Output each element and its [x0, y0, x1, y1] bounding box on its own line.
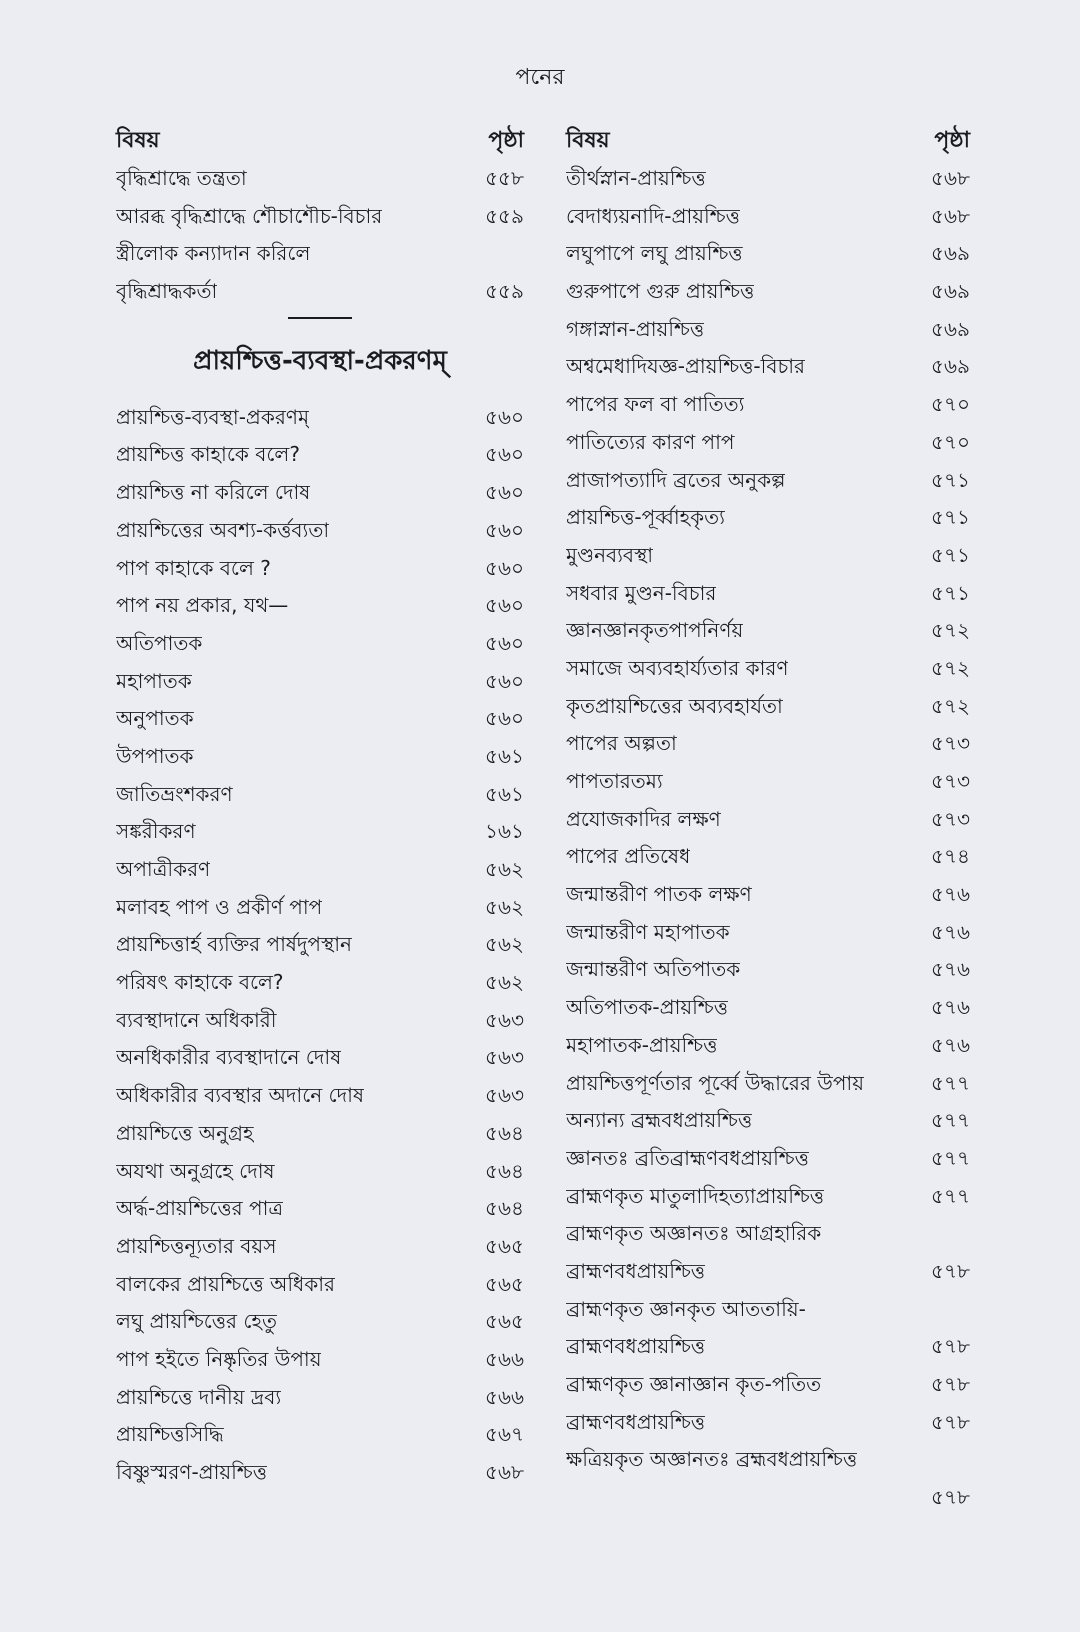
entry-topic: ব্রাহ্মণকৃত জ্ঞানাজ্ঞান কৃত-পতিত: [566, 1372, 822, 1396]
entry-page: ৫৬৯: [931, 241, 970, 266]
entry-page: ৫৬৪: [485, 1196, 524, 1221]
entry-page: ৫৬০: [485, 517, 524, 542]
entry-topic: পাপ কাহাকে বলে ?: [116, 555, 271, 580]
toc-entry: [566, 386, 970, 424]
entry-topic: গুরুপাপে গুরু প্রায়শ্চিত্ত: [566, 279, 755, 304]
entry-topic: ব্রাহ্মণকৃত জ্ঞানকৃত আততায়ি-: [566, 1296, 806, 1321]
toc-entry: [566, 311, 970, 349]
toc-entry: [566, 989, 970, 1027]
entry-topic: বৃদ্ধিশ্রাদ্ধে তন্ত্রতা: [116, 166, 247, 190]
toc-entry: [566, 1404, 970, 1442]
entry-topic: ব্রাহ্মণবধপ্রায়শ্চিত্ত: [566, 1334, 706, 1359]
entry-topic: ব্যবস্থাদানে অধিকারী: [116, 1007, 277, 1032]
entry-page: ৫৭৭: [931, 1108, 970, 1133]
toc-entry: [116, 399, 524, 437]
entry-page: ৫৭৩: [931, 731, 970, 756]
toc-entry: [116, 436, 524, 474]
toc-entry: [566, 235, 970, 273]
entry-topic: প্রায়শ্চিত্ত কাহাকে বলে?: [116, 442, 300, 467]
entry-topic: অনধিকারীর ব্যবস্থাদানে দোষ: [116, 1045, 342, 1070]
toc-entry: [116, 273, 524, 311]
entry-topic: স্ত্রীলোক কন্যাদান করিলে: [116, 241, 311, 266]
toc-entry: [566, 1102, 970, 1140]
entry-page: ৫৫৯: [485, 203, 524, 228]
entry-page: ৫৭৭: [931, 1145, 970, 1170]
topic-header: বিষয়: [566, 128, 610, 153]
entry-page: ৫৬১: [485, 743, 524, 768]
toc-entry: [566, 1027, 970, 1065]
entry-page: ৫৭৭: [931, 1070, 970, 1095]
toc-entry: [566, 612, 970, 650]
toc-entry: [116, 1190, 524, 1228]
entry-page: ৫৭২: [931, 618, 970, 643]
toc-entry: [566, 348, 970, 386]
toc-entry: [116, 512, 524, 550]
entry-page: ৫৭৮: [931, 1334, 970, 1359]
entry-topic: জন্মান্তরীণ মহাপাতক: [566, 919, 730, 944]
left-top-entries: [116, 160, 524, 311]
entry-page: ৫৭২: [931, 693, 970, 718]
entry-page: ৫৬৯: [931, 316, 970, 341]
entry-page: ৫৬০: [485, 593, 524, 618]
entry-topic: অশ্বমেধাদিযজ্ঞ-প্রায়শ্চিত্ত-বিচার: [566, 354, 806, 379]
toc-entry: [116, 1077, 524, 1115]
left-column-header: [116, 118, 524, 160]
entry-page: ৫৭৩: [931, 769, 970, 793]
right-entries: [566, 160, 970, 1517]
entry-topic: অতিপাতক: [116, 630, 203, 655]
entry-topic: তীর্থস্নান-প্রায়শ্চিত্ত: [566, 166, 706, 190]
entry-topic: ব্রাহ্মণবধপ্রায়শ্চিত্ত: [566, 1409, 706, 1434]
toc-entry: [116, 587, 524, 625]
toc-entry: [116, 776, 524, 814]
right-column: [566, 118, 970, 1517]
toc-entry: [116, 1228, 524, 1266]
toc-entry: [116, 1303, 524, 1341]
entry-topic: প্রায়শ্চিত্তসিদ্ধি: [116, 1422, 224, 1447]
entry-page: ৫৭৮: [931, 1258, 970, 1283]
entry-topic: প্রায়শ্চিত্তপূর্ণতার পূর্ব্বে উদ্ধারের উপায়: [566, 1070, 865, 1095]
entry-topic: অযথা অনুগ্রহে দোষ: [116, 1158, 275, 1183]
entry-topic: পাপতারতম্য: [566, 769, 663, 793]
toc-entry: [566, 876, 970, 914]
entry-topic: উপপাতক: [116, 743, 194, 768]
toc-entry: [566, 763, 970, 801]
toc-entry: [566, 1065, 970, 1103]
entry-page: ৫৬৮: [931, 203, 970, 228]
entry-page: ৫৬০: [485, 555, 524, 580]
toc-entry: [116, 700, 524, 738]
entry-page: ৫৬৭: [485, 1422, 524, 1447]
entry-topic: মহাপাতক: [116, 668, 192, 693]
entry-topic: লঘুপাপে লঘু প্রায়শ্চিত্ত: [566, 241, 743, 266]
toc-entry: [566, 1253, 970, 1291]
entry-page: ৫৬০: [485, 442, 524, 467]
entry-page: ৫৭৩: [931, 806, 970, 831]
entry-topic: প্রায়শ্চিত্তে দানীয় দ্রব্য: [116, 1384, 282, 1409]
entry-page: ৫৬০: [485, 706, 524, 731]
toc-entry: [566, 951, 970, 989]
toc-entry: [116, 1416, 524, 1454]
entry-topic: অতিপাতক-প্রায়শ্চিত্ত: [566, 995, 729, 1020]
entry-topic: প্রায়শ্চিত্তার্হ ব্যক্তির পার্ষদুপস্থান: [116, 932, 352, 957]
entry-page: ৫৬০: [485, 404, 524, 429]
toc-entry: [566, 424, 970, 462]
entry-page: ৫৬৯: [931, 354, 970, 379]
entry-topic: প্রায়শ্চিত্ত-পূর্ব্বাহকৃত্য: [566, 505, 725, 530]
toc-entry: [116, 926, 524, 964]
entry-topic: প্রায়শ্চিত্তে অনুগ্রহ: [116, 1120, 254, 1145]
toc-entry: [116, 198, 524, 236]
toc-entry: [566, 537, 970, 575]
entry-page: ৫৭৮: [931, 1485, 970, 1510]
toc-entry: [116, 1454, 524, 1492]
entry-page: ৫৬০: [485, 630, 524, 655]
entry-page: ৫৬১: [485, 781, 524, 806]
entry-topic: ব্রাহ্মণকৃত মাতুলাদিহত্যাপ্রায়শ্চিত্ত: [566, 1183, 825, 1208]
entry-page: ৫৬৬: [485, 1346, 524, 1371]
entry-topic: কৃতপ্রায়শ্চিত্তের অব্যবহার্যতা: [566, 693, 783, 718]
toc-entry: [116, 813, 524, 851]
entry-topic: প্রাজাপত্যাদি ব্রতের অনুকল্প: [566, 467, 786, 492]
toc-entry: [566, 499, 970, 537]
entry-page: ৫৭০: [931, 429, 970, 454]
entry-page: ৫৭২: [931, 655, 970, 680]
toc-entry: [116, 1341, 524, 1379]
entry-topic: সঙ্করীকরণ: [116, 819, 196, 844]
entry-topic: লঘু প্রায়শ্চিত্তের হেতু: [116, 1309, 278, 1334]
entry-topic: বেদাধ্যয়নাদি-প্রায়শ্চিত্ত: [566, 203, 740, 228]
entry-page: ৫৬৬: [485, 1384, 524, 1409]
toc-entry: [116, 1039, 524, 1077]
entry-topic: পাপের প্রতিষেধ: [566, 844, 691, 869]
entry-topic: সধবার মুণ্ডন-বিচার: [566, 580, 717, 605]
toc-entry: [116, 474, 524, 512]
toc-entry: [566, 198, 970, 236]
toc-entry: [116, 889, 524, 927]
entry-page: ৫৬৮: [931, 166, 970, 190]
entry-page: ৫৭০: [931, 392, 970, 417]
entry-topic: মহাপাতক-প্রায়শ্চিত্ত: [566, 1032, 718, 1057]
entry-topic: জ্ঞানতঃ ব্রতিব্রাহ্মণবধপ্রায়শ্চিত্ত: [566, 1145, 809, 1170]
entry-page: ৫৬৮: [485, 1460, 524, 1484]
entry-page: ৫৬৫: [485, 1233, 524, 1258]
toc-entry: [566, 1366, 970, 1404]
entry-page: ৫৬০: [485, 480, 524, 505]
entry-page: ৫৭১: [931, 542, 970, 567]
entry-topic: প্রায়শ্চিত্তের অবশ্য-কর্ত্তব্যতা: [116, 517, 330, 542]
entry-page: ৫৬৩: [485, 1007, 524, 1032]
entry-topic: অধিকারীর ব্যবস্থার অদানে দোষ: [116, 1083, 364, 1108]
entry-page: ৫৭৬: [931, 957, 970, 982]
entry-topic: গঙ্গাস্নান-প্রায়শ্চিত্ত: [566, 316, 705, 341]
toc-entry: [116, 1379, 524, 1417]
entry-topic: অনুপাতক: [116, 706, 194, 731]
toc-entry: [116, 160, 524, 198]
toc-entry: [566, 1215, 970, 1253]
toc-entry: [566, 1178, 970, 1216]
right-column-header: [566, 118, 970, 160]
entry-page: ৫৬৫: [485, 1309, 524, 1334]
toc-entry: [566, 1291, 970, 1329]
entry-page: ৫৬৪: [485, 1120, 524, 1145]
entry-topic: পাপের ফল বা পাতিত্য: [566, 392, 745, 417]
toc-entry: [116, 235, 524, 273]
entry-page: ৫৭৭: [931, 1183, 970, 1208]
entry-topic: সমাজে অব্যবহার্য্যতার কারণ: [566, 655, 789, 680]
toc-entry: [566, 801, 970, 839]
entry-page: ৫৬৯: [931, 279, 970, 304]
toc-entry: [566, 160, 970, 198]
page-number: পনের: [515, 65, 565, 90]
left-section-entries: [116, 399, 524, 1492]
section-heading: প্রায়শ্চিত্ত-ব্যবস্থা-প্রকরণম্: [193, 345, 447, 376]
toc-entry: [116, 663, 524, 701]
toc-entry: [566, 838, 970, 876]
entry-topic: বালকের প্রায়শ্চিত্তে অধিকার: [116, 1271, 336, 1296]
entry-topic: পরিষৎ কাহাকে বলে?: [116, 970, 284, 995]
entry-page: ৫৫৮: [485, 166, 524, 190]
toc-entry: [566, 650, 970, 688]
entry-topic: ব্রাহ্মণবধপ্রায়শ্চিত্ত: [566, 1258, 706, 1283]
entry-page: ৫৬৩: [485, 1045, 524, 1070]
entry-topic: ক্ষত্রিয়কৃত অজ্ঞানতঃ ব্রহ্মবধপ্রায়শ্চিত্ত: [566, 1447, 858, 1472]
entry-topic: প্রযোজকাদির লক্ষণ: [566, 806, 721, 831]
entry-topic: বৃদ্ধিশ্রাদ্ধকর্তা: [116, 279, 218, 304]
entry-page: ৫৭৬: [931, 1032, 970, 1057]
entry-topic: প্রায়শ্চিত্ত না করিলে দোষ: [116, 480, 311, 505]
entry-topic: বিষ্ণুস্মরণ-প্রায়শ্চিত্ত: [116, 1460, 268, 1484]
entry-topic: অর্দ্ধ-প্রায়শ্চিত্তের পাত্র: [116, 1196, 284, 1221]
entry-page: ৫৬৩: [485, 1083, 524, 1108]
entry-page: ৫৬২: [485, 857, 524, 881]
toc-entry: [116, 1002, 524, 1040]
entry-topic: মুণ্ডনব্যবস্থা: [566, 542, 654, 567]
toc-entry: [566, 1479, 970, 1517]
entry-page: ৫৭৬: [931, 882, 970, 907]
toc-entry: [566, 1328, 970, 1366]
page-header: পৃষ্ঠা: [488, 128, 524, 153]
entry-topic: পাপের অল্পতা: [566, 731, 677, 756]
entry-page: ৫৬২: [485, 894, 524, 919]
entry-page: ৫৬০: [485, 668, 524, 693]
entry-page: ৫৭৮: [931, 1409, 970, 1434]
entry-topic: পাপ নয় প্রকার, যথ—: [116, 593, 289, 618]
entry-topic: ব্রাহ্মণকৃত অজ্ঞানতঃ আগ্রহারিক: [566, 1221, 822, 1246]
toc-entry: [116, 851, 524, 889]
entry-topic: মলাবহ পাপ ও প্রকীর্ণ পাপ: [116, 894, 323, 919]
entry-topic: পাপ হইতে নিষ্কৃতির উপায়: [116, 1346, 322, 1371]
toc-entry: [566, 273, 970, 311]
entry-page: ৫৬২: [485, 932, 524, 957]
entry-page: ৫৫৯: [485, 279, 524, 304]
toc-entry: [566, 688, 970, 726]
entry-topic: অপাত্রীকরণ: [116, 857, 211, 881]
entry-topic: জাতিভ্রংশকরণ: [116, 781, 233, 806]
entry-topic: জন্মান্তরীণ পাতক লক্ষণ: [566, 882, 752, 907]
toc-entry: [116, 964, 524, 1002]
entry-topic: জন্মান্তরীণ অতিপাতক: [566, 957, 741, 982]
section-divider: [116, 311, 524, 337]
toc-entry: [566, 725, 970, 763]
toc-entry: [116, 625, 524, 663]
entry-page: ৫৭১: [931, 505, 970, 530]
entry-page: ১৬১: [485, 819, 524, 844]
entry-topic: আরব্ধ বৃদ্ধিশ্রাদ্ধে শৌচাশৌচ-বিচার: [116, 203, 383, 228]
toc-entry: [116, 738, 524, 776]
toc-entry: [116, 1266, 524, 1304]
page-header: পৃষ্ঠা: [934, 128, 970, 153]
toc-entry: [116, 1115, 524, 1153]
entry-page: ৫৭৮: [931, 1372, 970, 1396]
toc-entry: [566, 914, 970, 952]
toc-entry: [566, 575, 970, 613]
toc-entry: [566, 1140, 970, 1178]
toc-entry: [116, 1153, 524, 1191]
entry-page: ৫৭৬: [931, 995, 970, 1020]
entry-topic: পাতিত্যের কারণ পাপ: [566, 429, 735, 454]
entry-page: ৫৭১: [931, 580, 970, 605]
left-column: [116, 118, 524, 1492]
entry-page: ৫৬২: [485, 970, 524, 995]
entry-page: ৫৭৪: [931, 844, 970, 869]
entry-topic: প্রায়শ্চিত্ত-ব্যবস্থা-প্রকরণম্: [116, 404, 310, 429]
entry-topic: প্রায়শ্চিত্তন্যূতার বয়স: [116, 1233, 277, 1258]
toc-entry: [116, 550, 524, 588]
entry-page: ৫৬৪: [485, 1158, 524, 1183]
entry-page: ৫৬৫: [485, 1271, 524, 1296]
toc-entry: [566, 462, 970, 500]
entry-topic: জ্ঞানজ্ঞানকৃতপাপনির্ণয়: [566, 618, 744, 643]
entry-topic: অন্যান্য ব্রহ্মবধপ্রায়শ্চিত্ত: [566, 1108, 753, 1133]
entry-page: ৫৭৬: [931, 919, 970, 944]
toc-entry: [566, 1441, 970, 1479]
entry-page: ৫৭১: [931, 467, 970, 492]
topic-header: বিষয়: [116, 128, 160, 153]
